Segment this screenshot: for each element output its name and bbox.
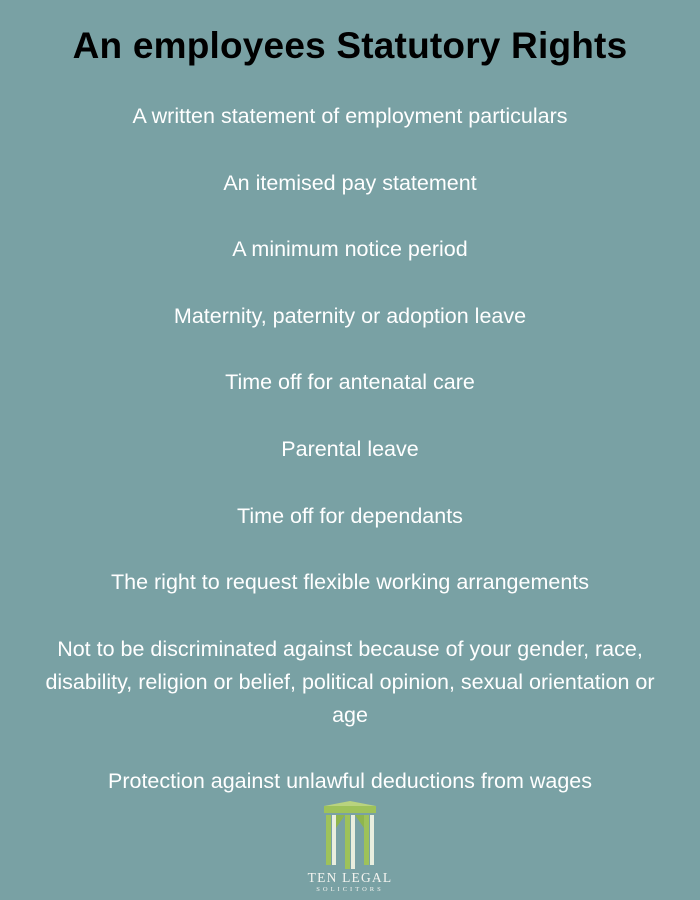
- right-item: A written statement of employment particulars: [132, 104, 568, 128]
- right-item: Time off for antenatal care: [225, 370, 475, 395]
- right-item: Maternity, paternity or adoption leave: [173, 303, 527, 328]
- ten-legal-pillars-icon: [320, 800, 380, 872]
- logo-name: TEN LEGAL: [307, 870, 393, 885]
- rights-list: [40, 100, 660, 832]
- page-title: An employees Statutory Rights: [72, 25, 628, 66]
- ten-legal-logo: [300, 800, 400, 898]
- right-item: Time off for dependants: [237, 503, 463, 528]
- logo-tagline: SOLICITORS: [316, 886, 384, 893]
- right-item: Parental leave: [281, 436, 419, 461]
- right-item: A minimum notice period: [232, 237, 468, 262]
- right-item: An itemised pay statement: [223, 170, 477, 195]
- right-item: Protection against unlawful deductions from wages: [107, 769, 593, 794]
- right-item: The right to request flexible working arrangements: [110, 570, 590, 595]
- right-item: Not to be discriminated against because of your gender, race, disability, religion or belief, political opinion, sexual orientation or age: [45, 636, 655, 727]
